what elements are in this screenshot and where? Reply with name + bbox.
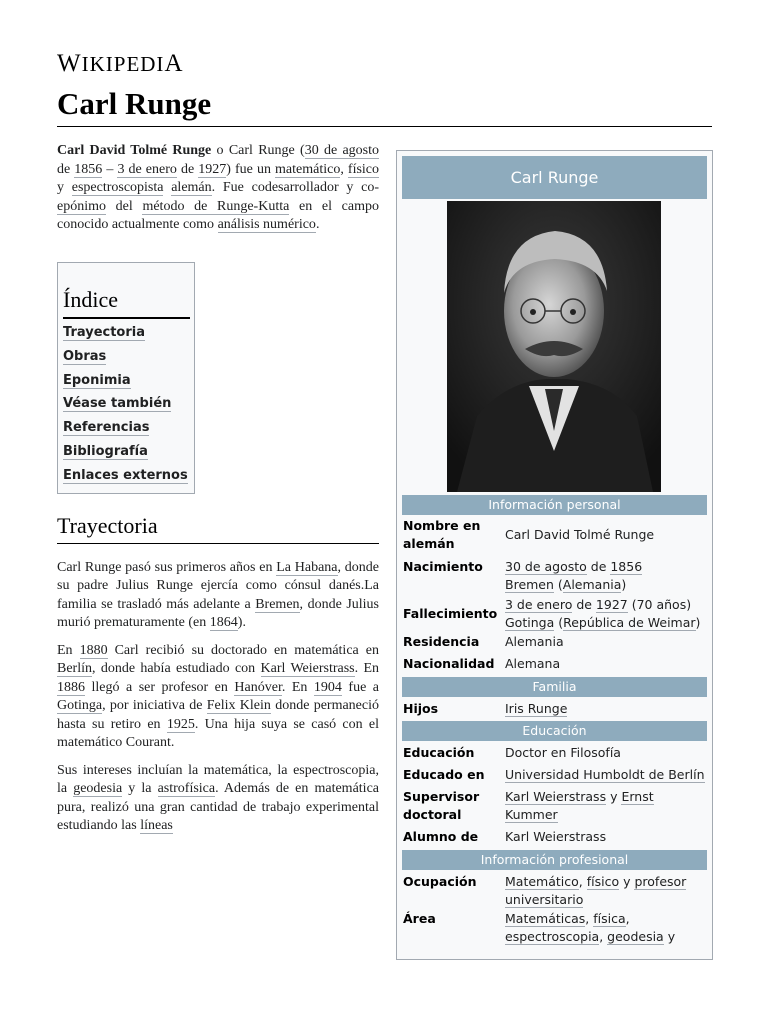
toc-item-bibliografia[interactable]: Bibliografía xyxy=(63,443,148,459)
link-fisica[interactable]: física xyxy=(593,911,626,926)
link-fallecimiento-fecha[interactable]: 3 de enero xyxy=(505,597,573,612)
link-republica-weimar[interactable]: República de Weimar xyxy=(563,614,696,630)
link-la-habana[interactable]: La Habana xyxy=(276,560,338,575)
link-1864[interactable]: 1864 xyxy=(209,615,238,631)
link-espectroscopia[interactable]: espectroscopia xyxy=(505,928,600,944)
page-title: Carl Runge xyxy=(57,86,212,121)
link-analisis-numerico[interactable]: análisis numérico xyxy=(217,217,316,232)
paragraph-2: En 1880 Carl recibió su doctorado en matemática en Berlín, donde había estudiado con Karl Weierstrass. En 1886 llegó a ser profesor en Hanóver. En 1904 fue a Gotinga, por iniciativa de Felix Klein donde permaneció hasta su retiro en 1925. Una hija suya se casó con el matemático Courant. xyxy=(57,643,379,751)
wikipedia-wordmark[interactable]: WIKIPEDIA xyxy=(57,50,184,77)
bold-name: Carl David Tolmé Runge xyxy=(57,143,212,158)
link-gotinga-infobox[interactable]: Gotinga xyxy=(505,614,555,630)
section-heading-trayectoria: Trayectoria xyxy=(57,513,158,538)
section-informacion-personal: Información personal xyxy=(402,495,707,515)
section-familia: Familia xyxy=(402,677,707,697)
portrait-photo[interactable] xyxy=(447,201,661,492)
link-gotinga[interactable]: Gotinga xyxy=(57,698,103,714)
toc-item-enlaces-externos[interactable]: Enlaces externos xyxy=(63,467,188,483)
link-geodesia-infobox[interactable]: geodesia xyxy=(607,928,664,944)
link-nacimiento-anio[interactable]: 1856 xyxy=(610,559,643,574)
link-birth-year[interactable]: 1856 xyxy=(74,161,103,177)
title-divider xyxy=(57,126,712,127)
link-death-date[interactable]: 3 de enero xyxy=(117,161,177,177)
toc-item-obras[interactable]: Obras xyxy=(63,348,107,364)
link-berlin[interactable]: Berlín xyxy=(57,661,92,677)
infobox: Carl Runge Información personal Nombre en alemán Carl David Tolmé Runge Nacimiento 30 de agosto de 1856 Bremen (Alemania) Fallecimiento 3 de enero de 1927 (70 años) Gotinga (República de Weimar) Residencia Alemania Nacionalidad Alemana Familia Hijos Iris Runge Educación Educación Doctor en Filosofía Educado en Universidad Humboldt de Berlín Supervisor doctoral Karl Weierstrass y Ernst Kummer Alumno de Karl Weierstrass Información profesional Ocupación Matemático, físico y profesor universitario Área Matemáticas, física, espectroscopia, geodesia y xyxy=(396,150,713,960)
link-ernst-kummer[interactable]: Ernst Kummer xyxy=(505,789,654,822)
toc-item-eponimia[interactable]: Eponimia xyxy=(63,372,131,388)
link-1880[interactable]: 1880 xyxy=(79,643,108,658)
link-iris-runge[interactable]: Iris Runge xyxy=(505,701,568,716)
link-geodesia[interactable]: geodesia xyxy=(73,781,123,797)
link-matematico[interactable]: matemático xyxy=(275,161,341,177)
section-educacion: Educación xyxy=(402,721,707,741)
toc-item-referencias[interactable]: Referencias xyxy=(63,420,150,436)
link-astrofisica[interactable]: astrofísica xyxy=(157,781,216,797)
section-informacion-profesional: Información profesional xyxy=(402,850,707,870)
lead-paragraph: Carl David Tolmé Runge o Carl Runge (30 de agosto de 1856 – 3 de enero de 1927) fue un matemático, físico y espectroscopista alemán. Fue codesarrollador y co-epónimo del método de Runge-Kutta en el campo conocido actualmente como análisis numérico. xyxy=(57,143,380,232)
link-matematico-infobox[interactable]: Matemático xyxy=(505,874,579,889)
link-metodo-runge-kutta[interactable]: método de Runge-Kutta xyxy=(142,198,290,214)
infobox-title: Carl Runge xyxy=(402,156,707,199)
link-death-year[interactable]: 1927 xyxy=(198,161,227,177)
paragraph-1: Carl Runge pasó sus primeros años en La Habana, donde su padre Julius Runge ejercía como cónsul danés.La familia se trasladó más adelante a Bremen, donde Julius murió prematuramente (en 1864). xyxy=(57,560,379,631)
link-1904[interactable]: 1904 xyxy=(313,679,342,695)
portrait-image xyxy=(447,201,661,492)
link-bremen-infobox[interactable]: Bremen xyxy=(505,576,554,592)
link-1925[interactable]: 1925 xyxy=(166,716,195,732)
link-alemania[interactable]: Alemania xyxy=(562,576,622,592)
link-espectroscopista[interactable]: espectroscopista xyxy=(71,180,164,195)
table-of-contents xyxy=(57,262,195,494)
link-hanover[interactable]: Hanóver xyxy=(234,679,282,695)
toc-item-vease-tambien[interactable]: Véase también xyxy=(63,396,172,412)
link-fisico-infobox[interactable]: físico xyxy=(586,874,620,889)
section-divider xyxy=(57,543,379,544)
link-aleman[interactable]: alemán xyxy=(171,180,212,195)
toc-divider xyxy=(63,317,190,319)
link-fallecimiento-anio[interactable]: 1927 xyxy=(595,597,628,612)
paragraph-3: Sus intereses incluían la matemática, la espectroscopia, la geodesia y la astrofísica. Además de en matemática pura, realizó una gran cantidad de trabajo experimental estudiando las líneas xyxy=(57,763,379,834)
link-felix-klein[interactable]: Felix Klein xyxy=(206,698,271,714)
link-lineas[interactable]: líneas xyxy=(140,818,173,834)
link-eponimo[interactable]: epónimo xyxy=(57,198,106,214)
link-nacimiento-fecha[interactable]: 30 de agosto xyxy=(505,559,587,574)
link-fisico[interactable]: físico xyxy=(347,161,380,177)
toc-title: Índice xyxy=(63,287,118,312)
link-profesor-universitario[interactable]: profesor universitario xyxy=(505,874,687,907)
link-matematicas[interactable]: Matemáticas xyxy=(505,911,586,926)
link-karl-weierstrass[interactable]: Karl Weierstrass xyxy=(260,661,355,677)
link-karl-weierstrass-infobox[interactable]: Karl Weierstrass xyxy=(505,789,607,804)
link-birth-date[interactable]: 30 de agosto xyxy=(304,143,379,158)
link-1886[interactable]: 1886 xyxy=(57,679,85,695)
link-bremen[interactable]: Bremen xyxy=(255,596,300,612)
link-universidad-humboldt[interactable]: Universidad Humboldt de Berlín xyxy=(505,767,705,782)
toc-item-trayectoria[interactable]: Trayectoria xyxy=(63,325,146,340)
